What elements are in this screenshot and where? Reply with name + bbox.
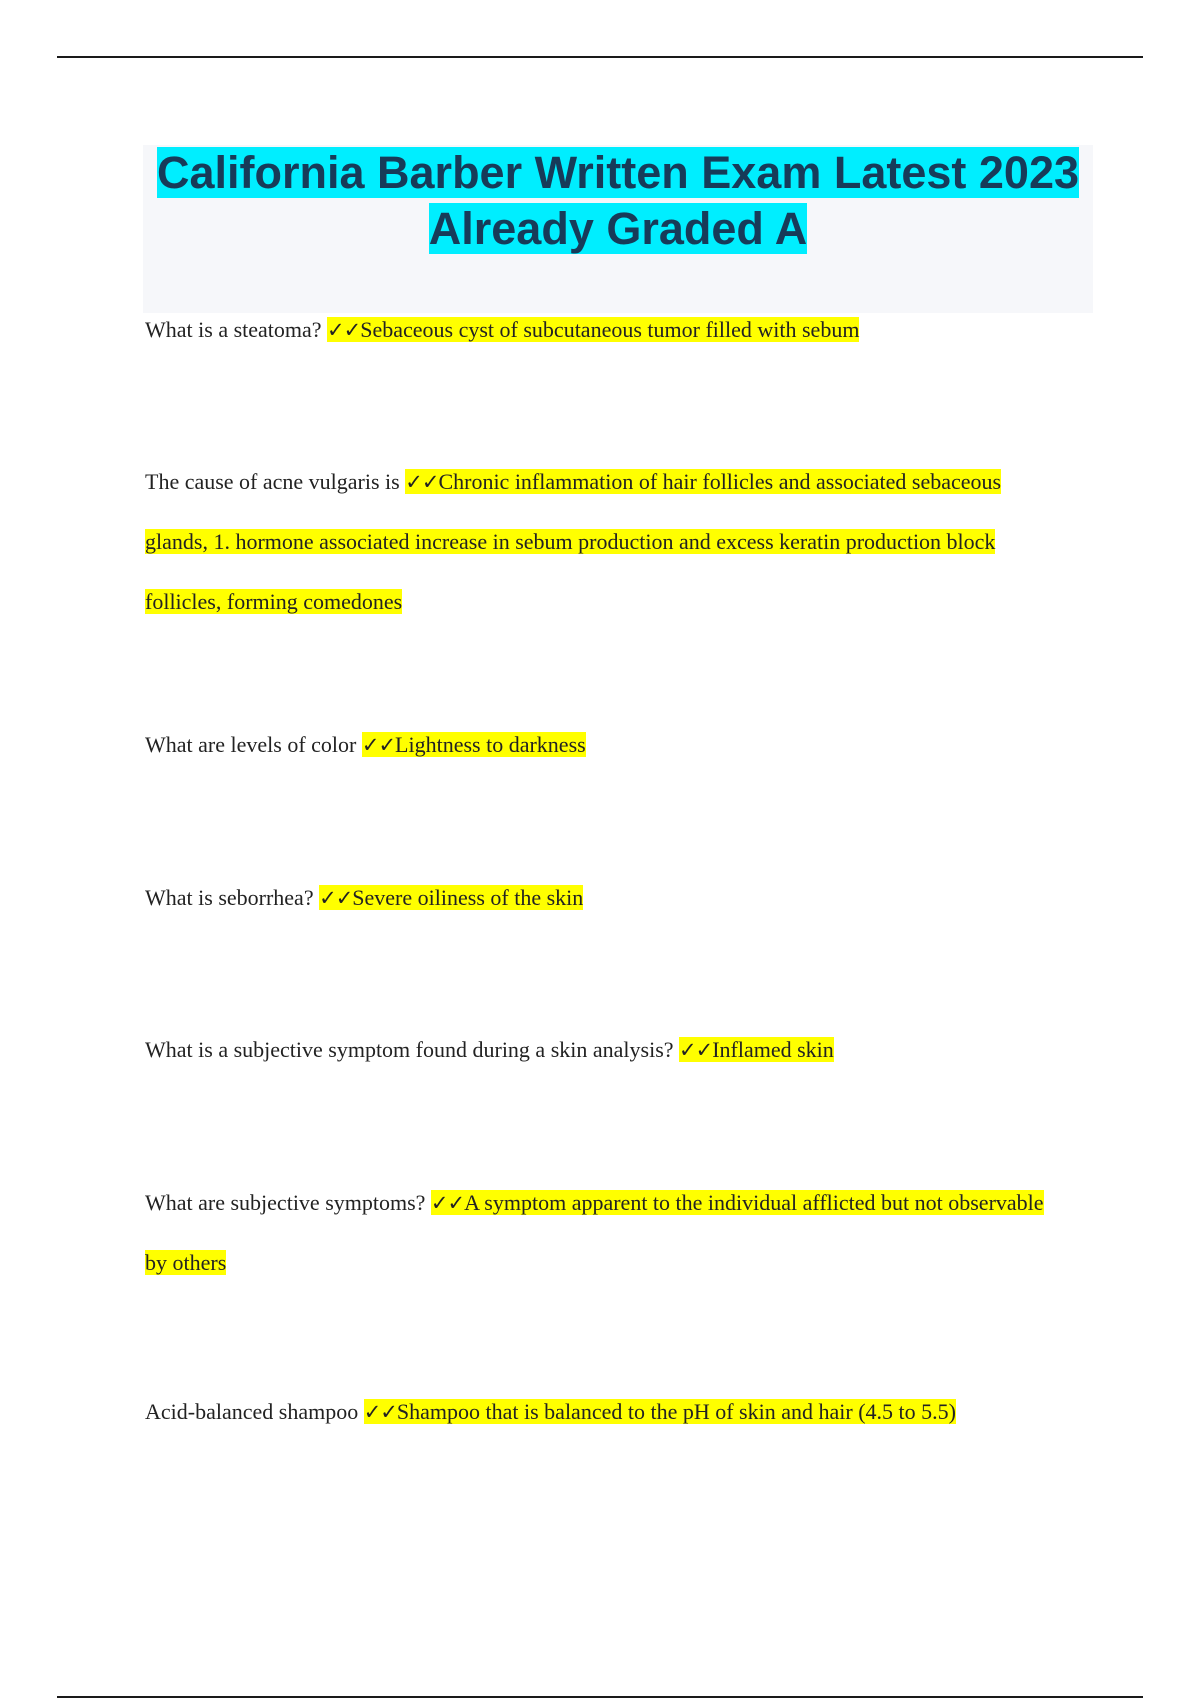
double-check-icon: ✓✓ (679, 1038, 713, 1062)
double-check-icon: ✓✓ (363, 1400, 397, 1424)
qa-item-seborrhea (145, 868, 1045, 928)
question-text: What are levels of color (145, 732, 357, 757)
question-text: What is a steatoma? (145, 317, 322, 342)
answer-text: ✓✓A symptom apparent to the individual afflicted but not observable by others (145, 1190, 1044, 1275)
question-text: Acid-balanced shampoo (145, 1399, 359, 1424)
question-text: What are subjective symptoms? (145, 1190, 426, 1215)
qa-item-subjective-symptoms (145, 1173, 1045, 1293)
question-text: What is seborrhea? (145, 885, 314, 910)
double-check-icon: ✓✓ (361, 733, 396, 757)
double-check-icon: ✓✓ (319, 886, 353, 910)
double-check-icon: ✓✓ (430, 1191, 465, 1215)
qa-item-acid-balanced-shampoo (145, 1382, 1045, 1442)
double-check-icon: ✓✓ (405, 470, 439, 494)
document-title: California Barber Written Exam Latest 2023 Already Graded A (157, 147, 1079, 254)
top-rule (57, 56, 1143, 58)
answer-text: ✓✓Lightness to darkness (361, 732, 586, 757)
answer-text: ✓✓Severe oiliness of the skin (319, 885, 584, 910)
answer-text: ✓✓Shampoo that is balanced to the pH of skin and hair (4.5 to 5.5) (363, 1399, 956, 1424)
bottom-rule (57, 1696, 1143, 1698)
qa-item-subjective-symptom-skin (145, 1020, 1045, 1080)
qa-item-acne-vulgaris (145, 452, 1045, 632)
answer-text: ✓✓Sebaceous cyst of subcutaneous tumor filled with sebum (327, 317, 860, 342)
double-check-icon: ✓✓ (327, 318, 361, 342)
question-text: What is a subjective symptom found during a skin analysis? (145, 1037, 674, 1062)
answer-text: ✓✓Inflamed skin (679, 1037, 834, 1062)
qa-item-steatoma (145, 300, 1045, 360)
question-text: The cause of acne vulgaris is (145, 469, 400, 494)
answer-text: ✓✓Chronic inflammation of hair follicles and associated sebaceous glands, 1. hormone associated increase in sebum production and excess keratin production block follicles, forming comedones (145, 469, 1002, 614)
qa-item-levels-of-color (145, 715, 1045, 775)
